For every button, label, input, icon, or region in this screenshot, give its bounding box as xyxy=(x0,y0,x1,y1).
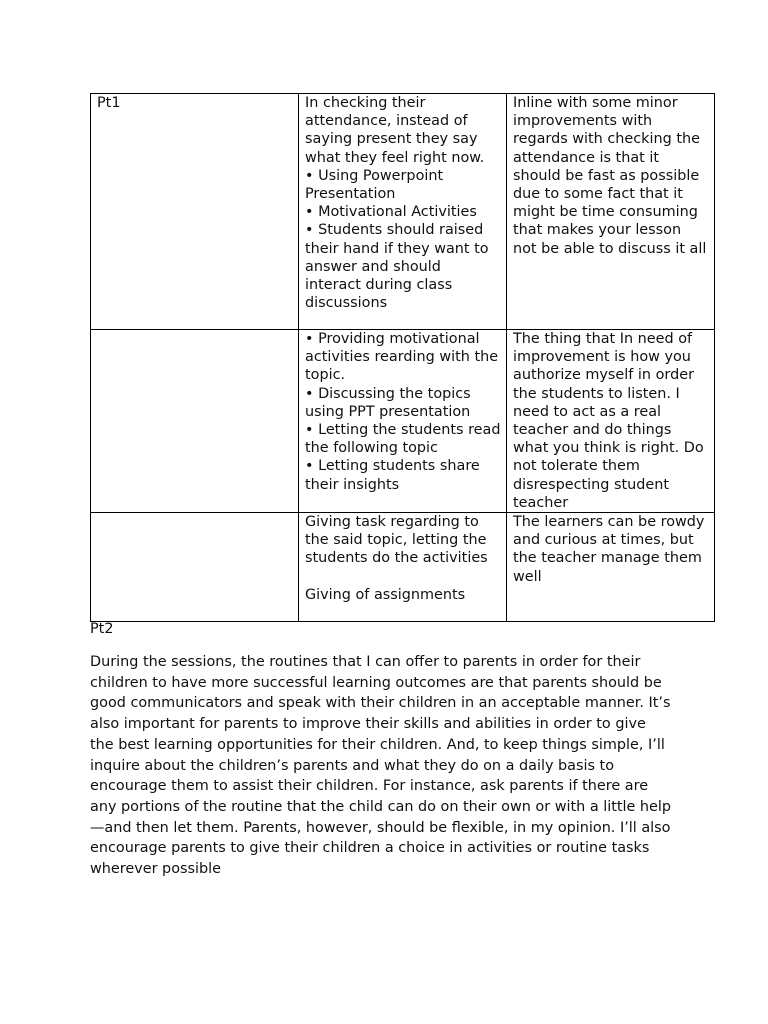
part-label-cell xyxy=(91,330,299,513)
table-row xyxy=(91,513,715,622)
part-2-heading: Pt2 xyxy=(90,621,114,637)
feedback-cell: The learners can be rowdy and curious at times, but the teacher manage them well xyxy=(507,513,715,622)
feedback-cell: Inline with some minor improvements with regards with checking the attendance is that it should be fast as possible due to some fact that it might be time consuming that makes your lesson not be able to discuss it all xyxy=(507,94,715,330)
part-2-paragraph: During the sessions, the routines that I can offer to parents in order for their children to have more successful learning outcomes are that parents should be good communicators and speak with their children in an acceptable manner. It’s also important for parents to improve their skills and abilities in order to give the best learning opportunities for their children. And, to keep things simple, I’ll inquire about the children’s parents and what they do on a daily basis to encourage them to assist their children. For instance, ask parents if there are any portions of the routine that the child can do on their own or with a little help—and then let them. Parents, however, should be flexible, in my opinion. I’ll also encourage parents to give their children a choice in activities or routine tasks wherever possible xyxy=(90,654,672,878)
table-row xyxy=(91,94,715,330)
table-row xyxy=(91,330,715,513)
observation-table xyxy=(90,93,715,622)
activity-cell: Giving task regarding to the said topic, letting the students do the activities Giving of assignments xyxy=(299,513,507,622)
part-label-cell: Pt1 xyxy=(91,94,299,330)
activity-cell: In checking their attendance, instead of saying present they say what they feel right now. • Using Powerpoint Presentation • Motivational Activities • Students should raised their hand if they want to answer and should interact during class discussions xyxy=(299,94,507,330)
feedback-cell: The thing that In need of improvement is how you authorize myself in order the students to listen. I need to act as a real teacher and do things what you think is right. Do not tolerate them disrespecting student teacher xyxy=(507,330,715,513)
activity-cell: • Providing motivational activities rearding with the topic. • Discussing the topics using PPT presentation • Letting the students read the following topic • Letting students share their insights xyxy=(299,330,507,513)
part-label-cell xyxy=(91,513,299,622)
